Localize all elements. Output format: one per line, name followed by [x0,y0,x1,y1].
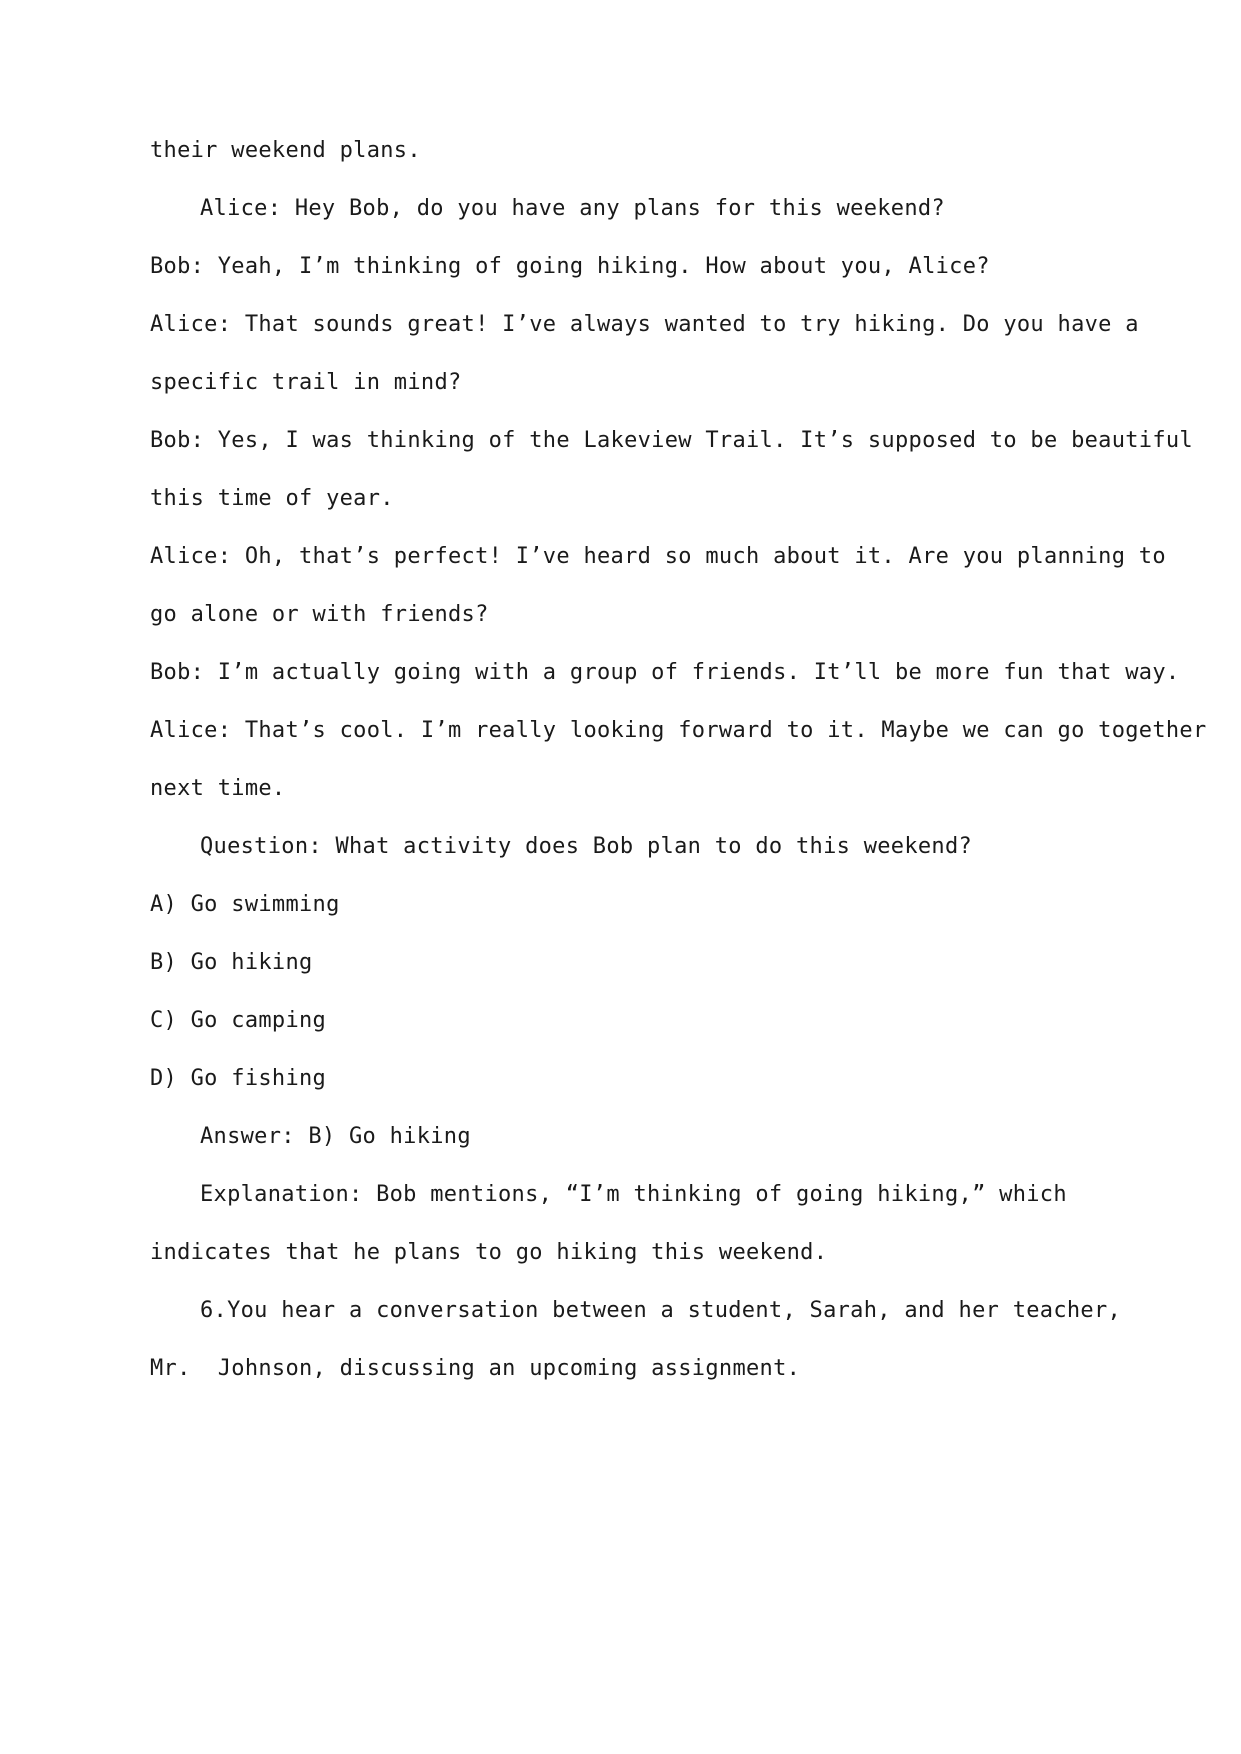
dialogue-line: next time. [150,776,286,801]
question-intro: 6.You hear a conversation between a student, Sarah, and her teacher, [200,1298,1122,1323]
option-d: D) Go fishing [150,1066,327,1091]
dialogue-line: Bob: Yeah, I’m thinking of going hiking. How about you, Alice? [150,254,990,279]
explanation-text: Explanation: Bob mentions, “I’m thinking of going hiking,” which [200,1182,1067,1207]
question-text: Question: What activity does Bob plan to do this weekend? [200,834,973,859]
dialogue-line: specific trail in mind? [150,370,462,395]
dialogue-line: go alone or with friends? [150,602,489,627]
explanation-text: indicates that he plans to go hiking this weekend. [150,1240,828,1265]
text-line: their weekend plans. [150,138,421,163]
dialogue-line: Bob: Yes, I was thinking of the Lakeview Trail. It’s supposed to be beautiful [150,428,1193,453]
dialogue-line: Alice: That sounds great! I’ve always wanted to try hiking. Do you have a [150,312,1139,337]
dialogue-line: this time of year. [150,486,394,511]
question-intro: Mr. Johnson, discussing an upcoming assignment. [150,1356,801,1381]
option-a: A) Go swimming [150,892,340,917]
dialogue-line: Alice: Hey Bob, do you have any plans for this weekend? [200,196,945,221]
answer-text: Answer: B) Go hiking [200,1124,471,1149]
dialogue-line: Alice: That’s cool. I’m really looking forward to it. Maybe we can go together [150,718,1207,743]
option-c: C) Go camping [150,1008,327,1033]
dialogue-line: Alice: Oh, that’s perfect! I’ve heard so much about it. Are you planning to [150,544,1166,569]
option-b: B) Go hiking [150,950,313,975]
dialogue-line: Bob: I’m actually going with a group of friends. It’ll be more fun that way. [150,660,1180,685]
